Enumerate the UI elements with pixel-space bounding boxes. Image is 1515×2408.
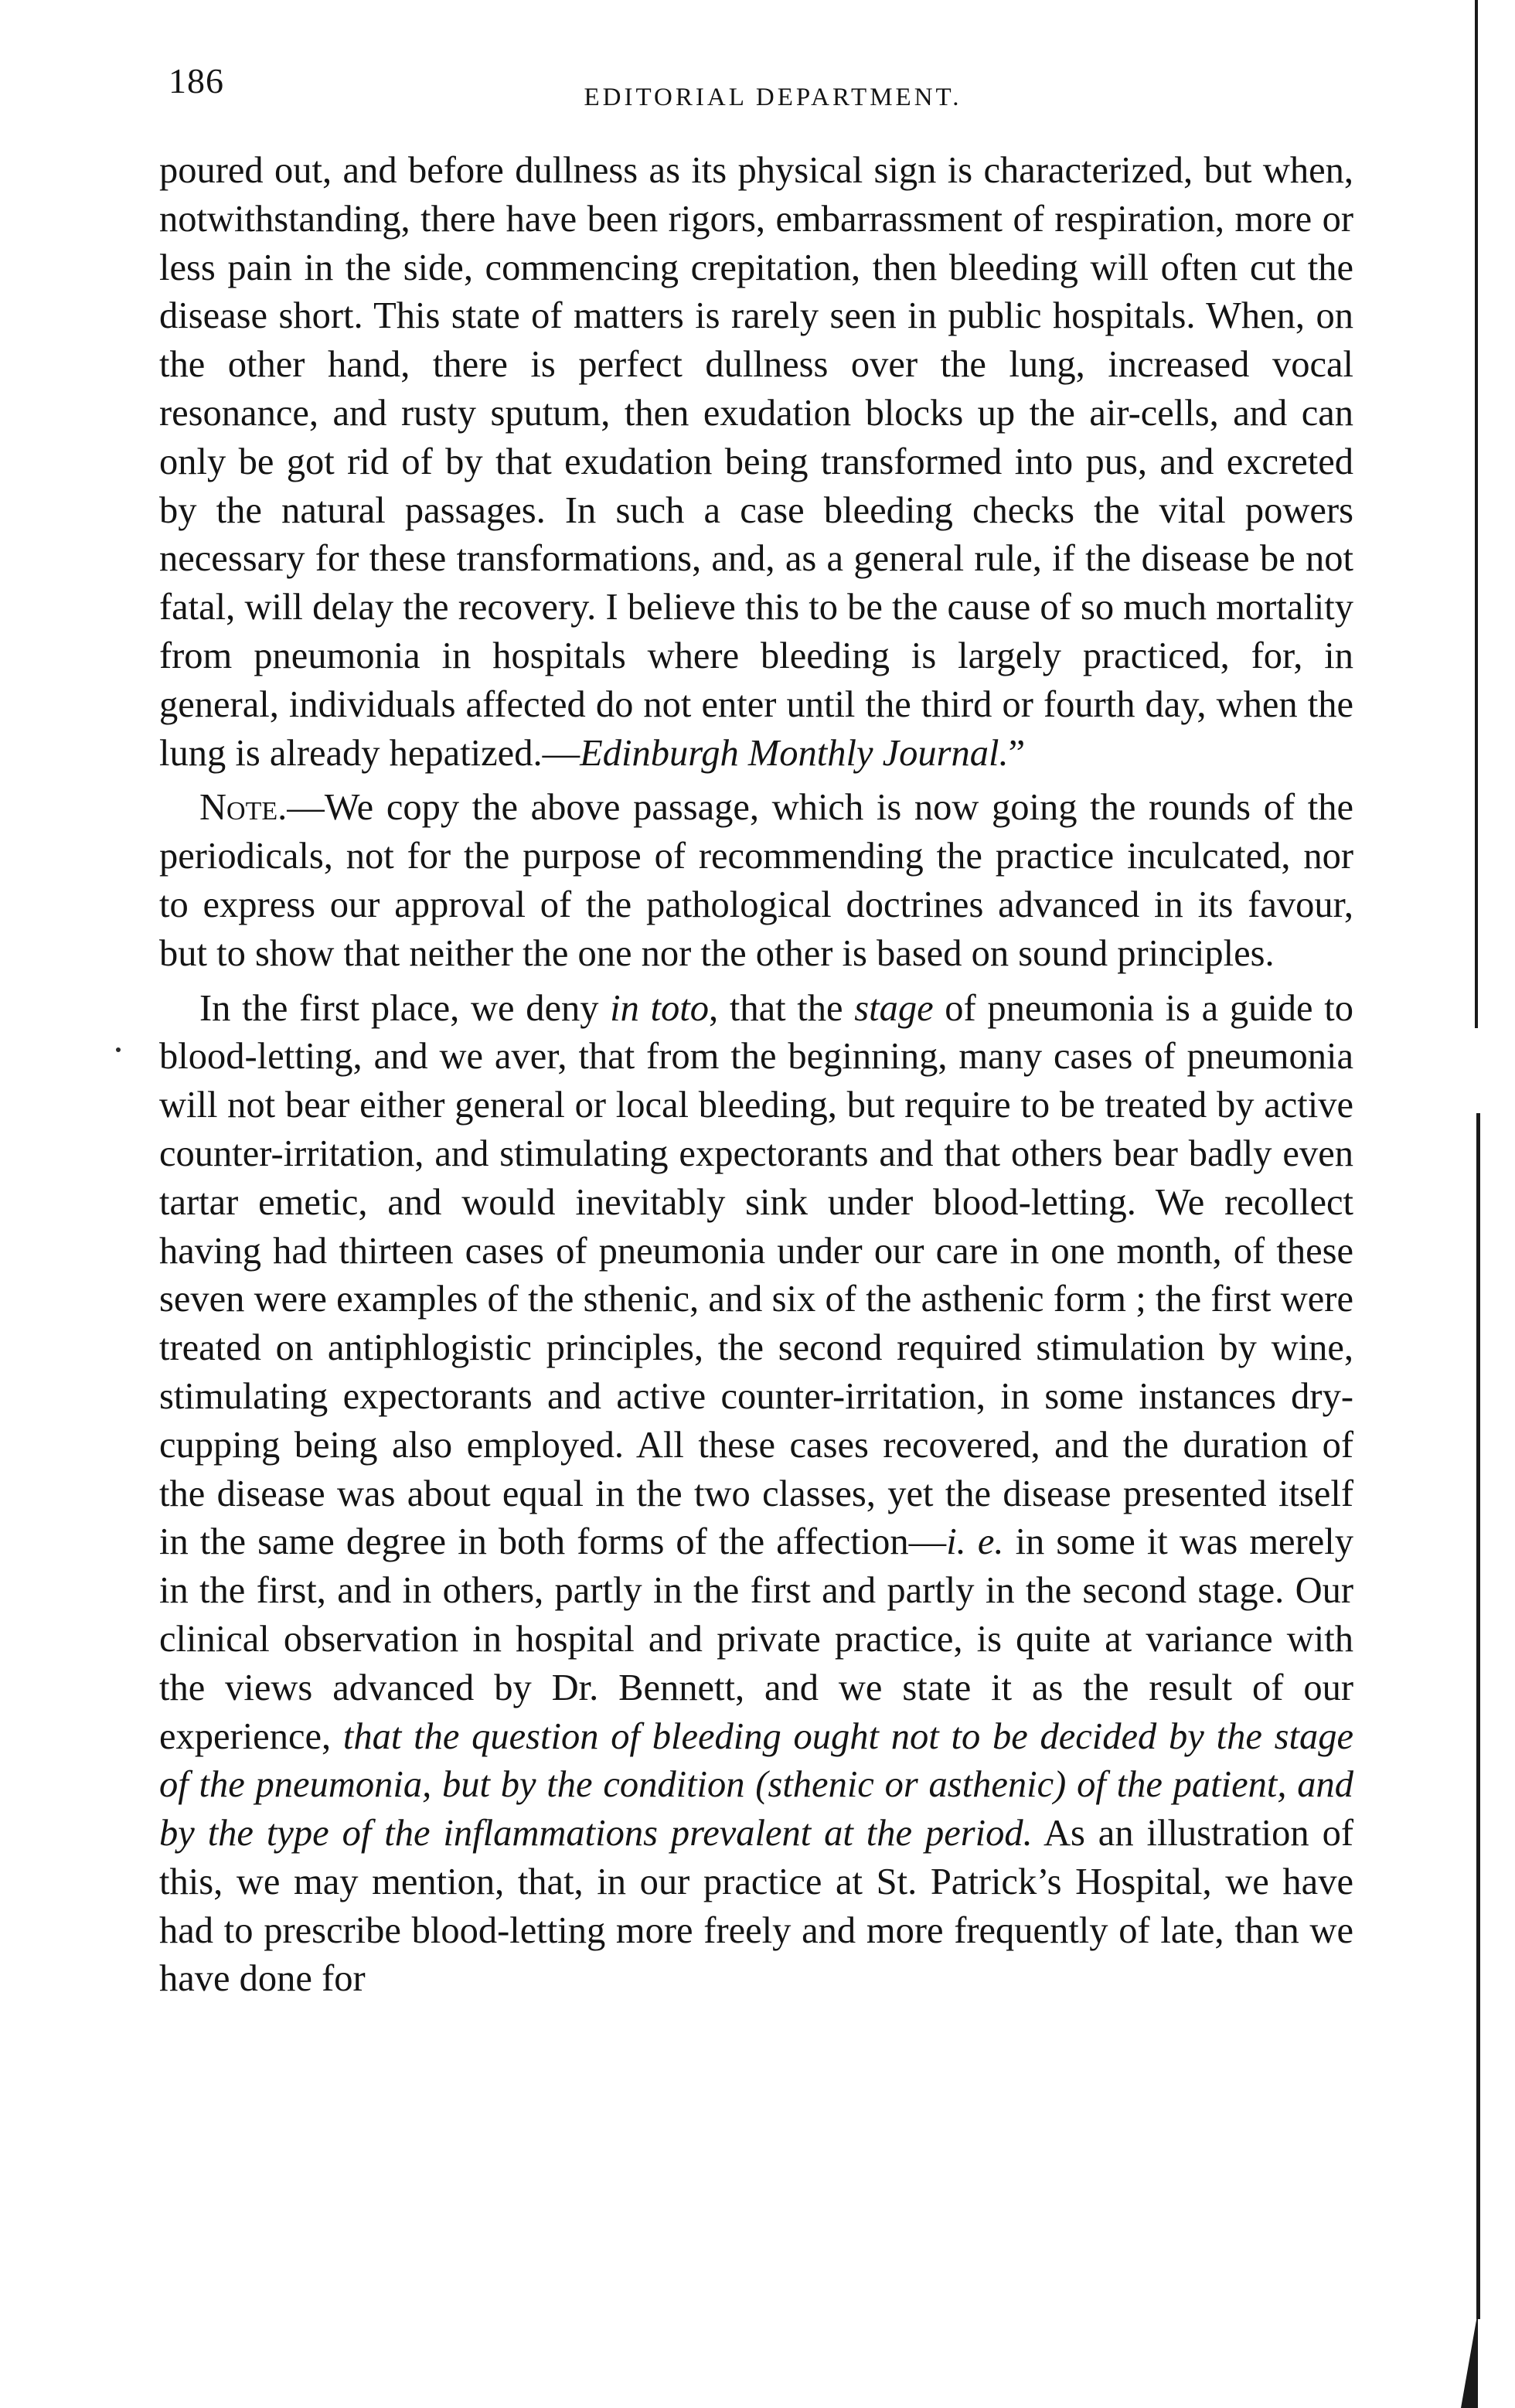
closing-quote: ” [1008,732,1026,774]
paragraph-quoted-continuation [159,147,1353,778]
page-edge-shadow [1476,1113,1480,2319]
citation-source: Edinburgh Monthly Journal. [580,732,1009,774]
paragraph-text: In the first place, we deny [199,987,611,1029]
paragraph-text: , that the [709,987,855,1029]
paragraph-note [159,784,1353,978]
paragraph-text: —We copy the above passage, which is now going the rounds of the periodicals, not for the purpose of recommending the practice inculcated, nor to express our approval of the pathological doctrines advanced in its favour, but to show that neither the one nor the other is based on sound principles. [159,787,1353,974]
page-edge-shadow [1475,0,1478,1028]
paragraph-text: in some it was merely in the first, and in others, partly in the first and partly in the second stage. Our clinical observation in hospital and private practice, is quite at variance with the views advanced by Dr. Bennett, and we state it as the result of our experience, [159,1521,1353,1757]
paragraph-text: of pneumonia is a guide to blood-letting, and we aver, that from the beginning, many cases of pneumonia will not bear either general or local bleeding, but require to be treated by active counter-irritation, and stimulating expectorants and that others bear badly even tartar emetic, and would inevitably sink under blood-letting. We recollect having had thirteen cases of pneumonia under our care in one month, of these seven were examples of the sthenic, and six of the asthenic form ; the first were treated on antiphlogistic principles, the second required stimulation by wine, stimulating expectorants and active counter-irritation, in some instances dry-cupping being also employed. All these cases recovered, and the duration of the disease was about equal in the two classes, yet the disease presented itself in the same degree in both forms of the affection— [159,987,1353,1563]
italic-conclusion: that the question of bleeding ought not to be decided by the stage of the pneumonia, but by the condition (sthenic or asthenic) of the patient, and by the type of the inflammations prevalent at the period. [159,1715,1353,1855]
page-edge-corner [1461,2311,1478,2408]
italic-phrase: in toto [610,987,710,1029]
italic-phrase: stage [854,987,934,1029]
page-number: 186 [169,61,224,100]
paragraph-text: As an illustration of this, we may mention, that, in our practice at St. Patrick’s Hospital, we have had to prescribe blood-letting more freely and more frequently of late, than we have done for [159,1813,1353,2000]
paragraph-commentary [159,985,1353,2004]
paragraph-text: poured out, and before dullness as its physical sign is characterized, but when, notwithstanding, there have been rigors, embarrassment of respiration, more or less pain in the side, commencing crepitation, then bleeding will often cut the disease short. This state of matters is rarely seen in public hospitals. When, on the other hand, there is perfect dullness over the lung, increased vocal resonance, and rusty sputum, then exudation blocks up the air-cells, and can only be got rid of by that exudation being transformed into pus, and excreted by the natural passages. In such a case bleeding checks the vital powers necessary for these transformations, and, as a general rule, if the disease be not fatal, will delay the recovery. I believe this to be the cause of so much mortality from pneumonia in hospitals where bleeding is largely practiced, for, in general, individuals affected do not enter until the third or fourth day, when the lung is already hepatized.— [159,150,1353,774]
italic-phrase: i. e. [946,1521,1004,1563]
note-label: Note. [199,787,288,829]
body-text [159,147,1353,2004]
running-head: EDITORIAL DEPARTMENT. [584,83,962,111]
ink-speck [116,1047,121,1052]
